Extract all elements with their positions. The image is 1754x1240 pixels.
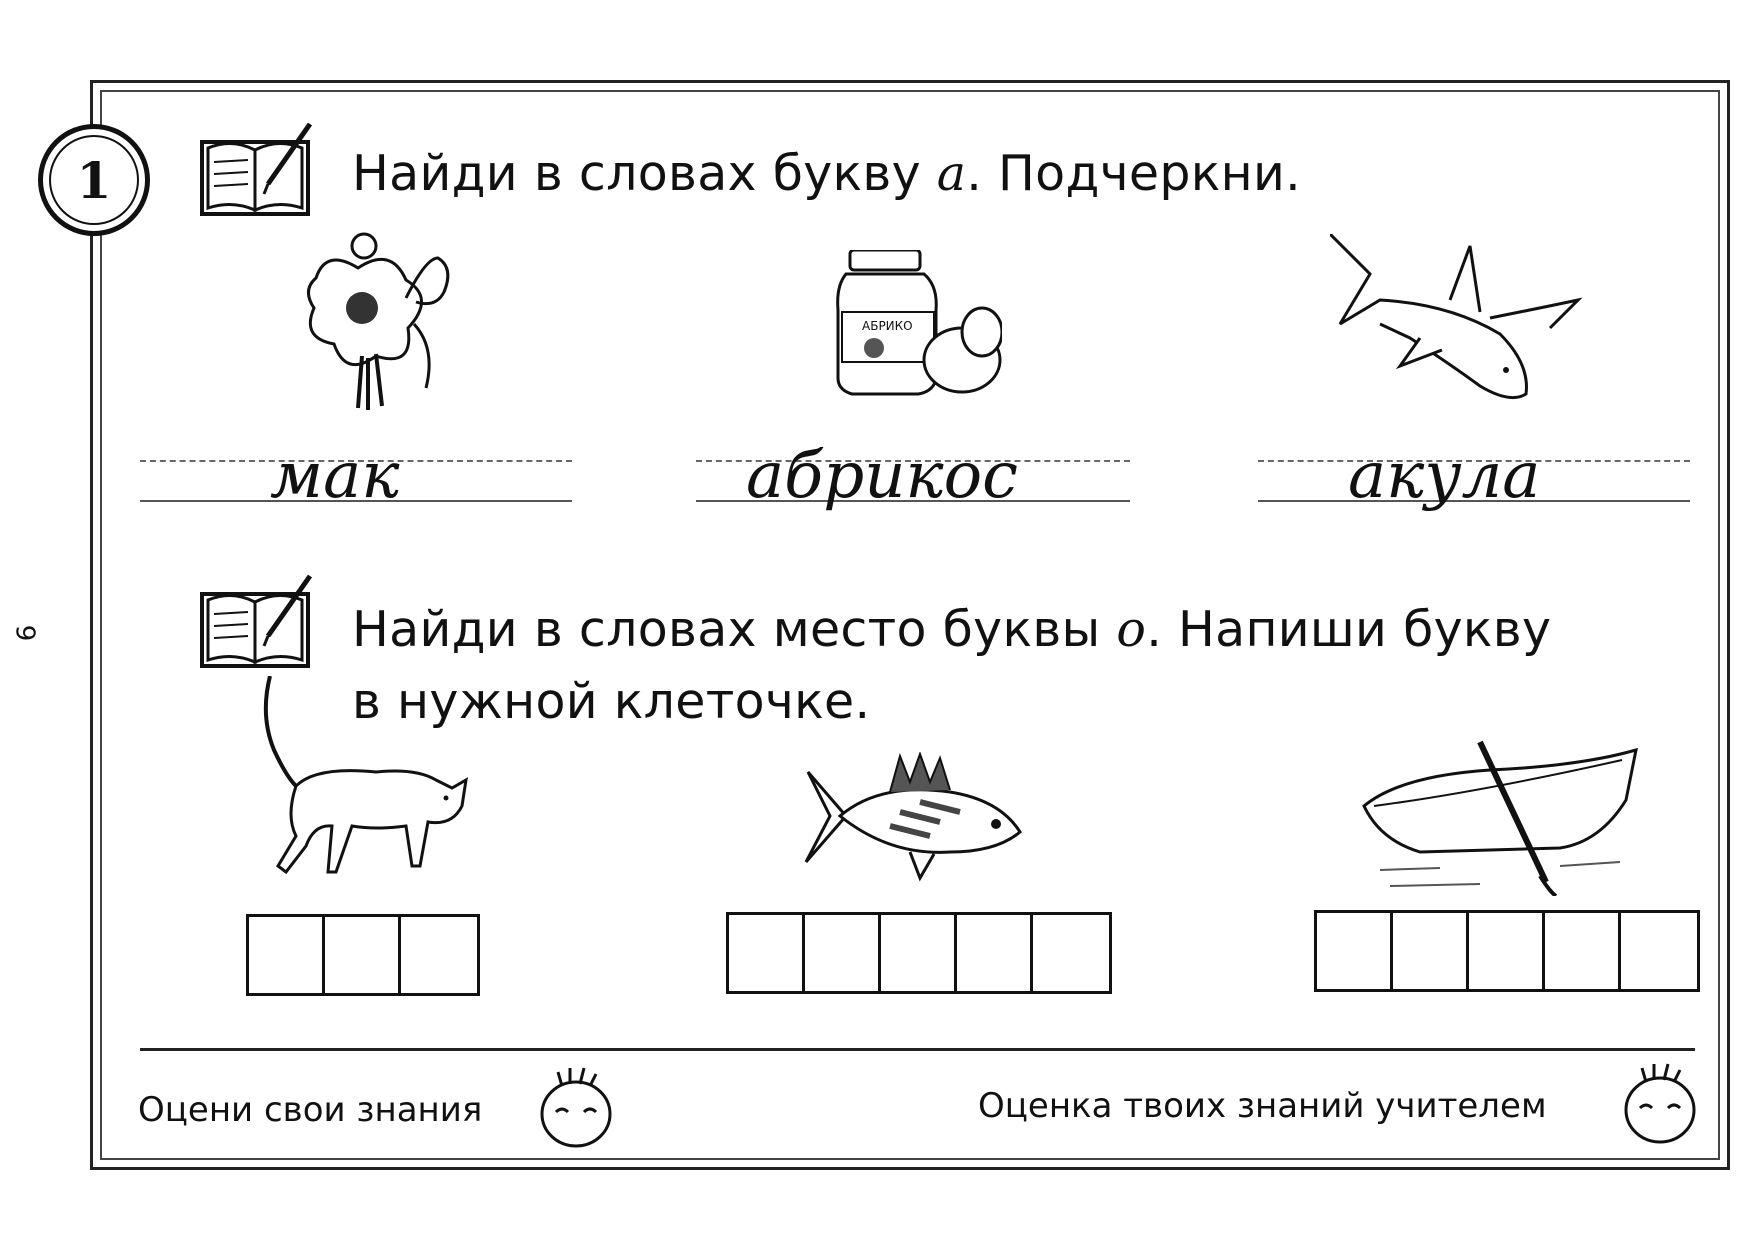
letter-cell[interactable]	[957, 915, 1033, 991]
self-assessment-face-icon[interactable]	[536, 1064, 616, 1150]
book-pencil-icon	[198, 572, 316, 672]
letter-cell[interactable]	[1545, 913, 1621, 989]
letter-cell[interactable]	[805, 915, 881, 991]
letter-cell[interactable]	[881, 915, 957, 991]
instruction2-line1	[352, 594, 1551, 666]
teacher-assessment-label: Оценка твоих знаний учителем	[978, 1086, 1547, 1126]
instruction1-suffix: . Подчеркни.	[966, 145, 1301, 202]
letter-cell[interactable]	[1033, 915, 1109, 991]
teacher-assessment-face-icon[interactable]	[1620, 1060, 1700, 1146]
exercise1-instruction	[352, 138, 1301, 210]
letter-cell[interactable]	[1393, 913, 1469, 989]
exercise2-instruction	[352, 594, 1551, 738]
letter-cells-perch	[726, 912, 1112, 994]
letter-cell[interactable]	[1469, 913, 1545, 989]
word-mak: мак	[270, 439, 400, 513]
word-guide-2	[696, 439, 1130, 513]
word-abrikos: абрикос	[746, 439, 1018, 513]
letter-cell[interactable]	[249, 917, 325, 993]
word-guide-1	[140, 439, 572, 513]
letter-cell[interactable]	[1621, 913, 1697, 989]
word-akula: акула	[1348, 439, 1541, 513]
letter-cell[interactable]	[1317, 913, 1393, 989]
book-pencil-icon	[198, 120, 316, 220]
shark-picture	[1330, 234, 1590, 414]
footer-divider	[140, 1048, 1695, 1051]
task-number-badge: 1	[38, 124, 150, 236]
perch-fish-picture	[800, 752, 1030, 882]
word-guide-3	[1258, 439, 1690, 513]
instruction2-suffix: . Напиши букву	[1146, 601, 1552, 658]
instruction2-prefix: Найди в словах место буквы	[352, 601, 1117, 658]
apricot-jar-picture	[832, 250, 1002, 400]
page-number: 9	[9, 624, 40, 642]
letter-cells-cat	[246, 914, 480, 996]
letter-cell[interactable]	[401, 917, 477, 993]
self-assessment-label: Оцени свои знания	[138, 1090, 483, 1130]
instruction2-line2: в нужной клеточке.	[352, 673, 871, 730]
instruction1-letter: а	[936, 145, 967, 202]
instruction1-prefix: Найди в словах букву	[352, 145, 937, 202]
poppy-flower-picture	[296, 228, 466, 418]
cat-picture	[256, 676, 476, 886]
jar-label: АБРИКО	[862, 319, 913, 333]
letter-cell[interactable]	[325, 917, 401, 993]
letter-cells-boat	[1314, 910, 1700, 992]
instruction2-letter: о	[1116, 601, 1147, 658]
letter-cell[interactable]	[729, 915, 805, 991]
rowboat-picture	[1360, 736, 1640, 896]
